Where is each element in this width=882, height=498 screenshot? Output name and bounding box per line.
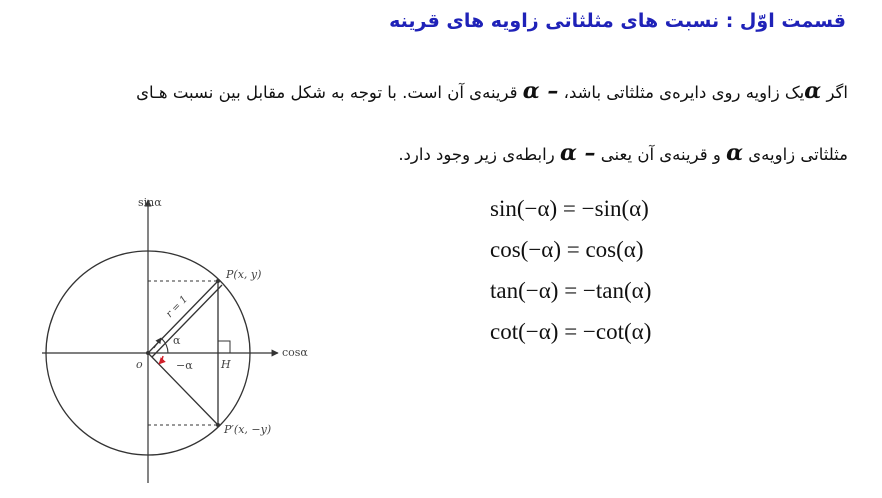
angle-neg-alpha-label: −α [176, 359, 193, 372]
paragraph-line-2 [398, 140, 848, 166]
point-p-label: P(x, y) [226, 268, 262, 281]
right-angle-mark [218, 341, 230, 353]
angle-alpha-label: α [173, 334, 181, 347]
neg-alpha-symbol: – α [522, 78, 559, 104]
text-segment: و قرینه‌ی آن یعنی [595, 145, 727, 164]
text-segment: یک زاویه روی دایره‌ی مثلثاتی باشد، [558, 83, 805, 102]
text-segment: قرینه‌ی آن است. با توجه به شکل مقابل بین نسبت هـای [136, 83, 523, 102]
x-axis-label: cosα [282, 346, 308, 359]
section-heading: قسمت اوّل : نسبت های مثلثاتی زاویه های قرینه [389, 10, 846, 32]
formula-tan: tan(−α) = −tan(α) [490, 278, 652, 303]
angle-arrow-alpha [154, 338, 161, 348]
foot-label: H [221, 358, 231, 371]
y-axis-label: sinα [138, 196, 162, 209]
text-segment: اگر [821, 83, 848, 102]
neg-alpha-symbol: – α [559, 140, 596, 166]
alpha-symbol: α [726, 140, 743, 166]
point-p [216, 279, 220, 283]
radius-op-double [152, 285, 222, 357]
identity-formulas [490, 188, 651, 352]
formula-sin: sin(−α) = −sin(α) [490, 196, 649, 221]
radius-label: r = 1 [164, 293, 191, 321]
unit-circle-diagram [30, 188, 320, 488]
text-segment: مثلثاتی زاویه‌ی [743, 145, 848, 164]
text-segment: رابطه‌ی زیر وجود دارد. [398, 145, 560, 164]
point-p-prime-label: P′(x, −y) [224, 423, 272, 436]
angle-arrow-neg-alpha [159, 356, 163, 364]
origin-label: o [136, 358, 143, 371]
alpha-symbol: α [804, 78, 822, 104]
formula-cot: cot(−α) = −cot(α) [490, 319, 652, 344]
formula-cos: cos(−α) = cos(α) [490, 237, 644, 262]
point-p-prime [216, 423, 220, 427]
origin-point [146, 351, 150, 355]
paragraph-line-1 [136, 78, 848, 104]
